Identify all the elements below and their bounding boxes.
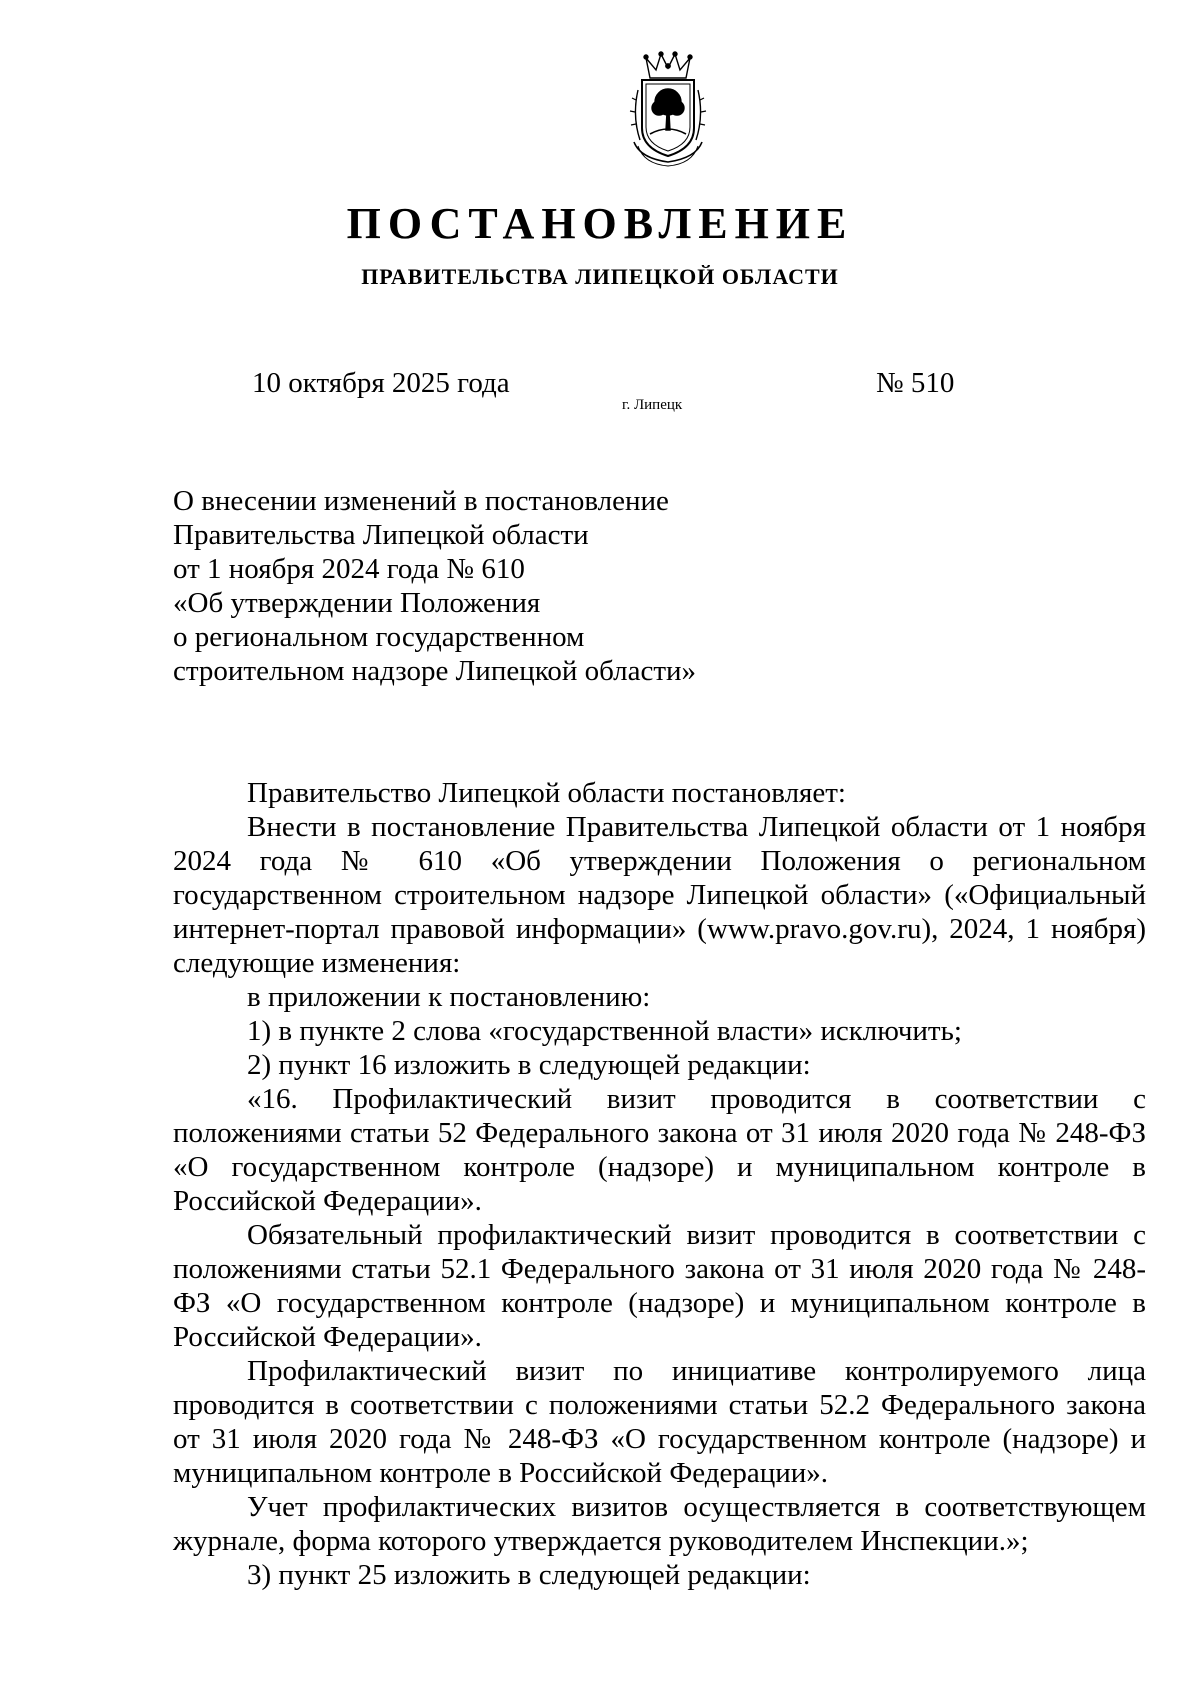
body-paragraph: 1) в пункте 2 слова «государственной власти» исключить; [247,1015,962,1047]
document-city: г. Липецк [622,397,683,413]
subject-line: от 1 ноября 2024 года № 610 [173,553,525,585]
document-body [173,776,1146,1592]
coat-of-arms-icon [628,50,708,168]
body-paragraph: Профилактический визит по инициативе контролируемого лица проводится в соответствии с положениями статьи 52.2 Федерального закона от 31 июля 2020 года № 248-ФЗ «О государственном контроле (надзоре) и муниципальном контроле в Российской Федерации». [173,1355,1146,1489]
body-paragraph: «16. Профилактический визит проводится в соответствии с положениями статьи 52 Федерального закона от 31 июля 2020 года № 248-ФЗ «О государственном контроле (надзоре) и муниципальном контроле в Российской Федерации». [173,1083,1146,1217]
document-subject [173,484,773,688]
document-number: № 510 [876,367,955,399]
document-issuer: ПРАВИТЕЛЬСТВА ЛИПЕЦКОЙ ОБЛАСТИ [361,264,839,289]
body-paragraph: Правительство Липецкой области постановляет: [247,777,846,809]
subject-line: «Об утверждении Положения [173,587,541,619]
body-paragraph: в приложении к постановлению: [247,981,651,1013]
subject-line: строительном надзоре Липецкой области» [173,655,697,687]
subject-line: о региональном государственном [173,621,585,653]
body-paragraph: Внести в постановление Правительства Липецкой области от 1 ноября 2024 года № 610 «Об утверждении Положения о региональном государственном строительном надзоре Липецкой области» («Официальный интернет-портал правовой информации» (www.pravo.gov.ru), 2024, 1 ноября) следующие изменения: [173,811,1146,979]
body-paragraph: 3) пункт 25 изложить в следующей редакции: [247,1559,811,1591]
body-paragraph: Учет профилактических визитов осуществляется в соответствующем журнале, форма которого утверждается руководителем Инспекции.»; [173,1491,1146,1557]
document-date: 10 октября 2025 года [252,367,510,399]
subject-line: О внесении изменений в постановление [173,485,669,517]
subject-line: Правительства Липецкой области [173,519,589,551]
body-paragraph: 2) пункт 16 изложить в следующей редакции: [247,1049,811,1081]
document-title: ПОСТАНОВЛЕНИЕ [346,199,854,248]
body-paragraph: Обязательный профилактический визит проводится в соответствии с положениями статьи 52.1 Федерального закона от 31 июля 2020 года № 248-ФЗ «О государственном контроле (надзоре) и муниципальном контроле в Российской Федерации». [173,1219,1146,1353]
